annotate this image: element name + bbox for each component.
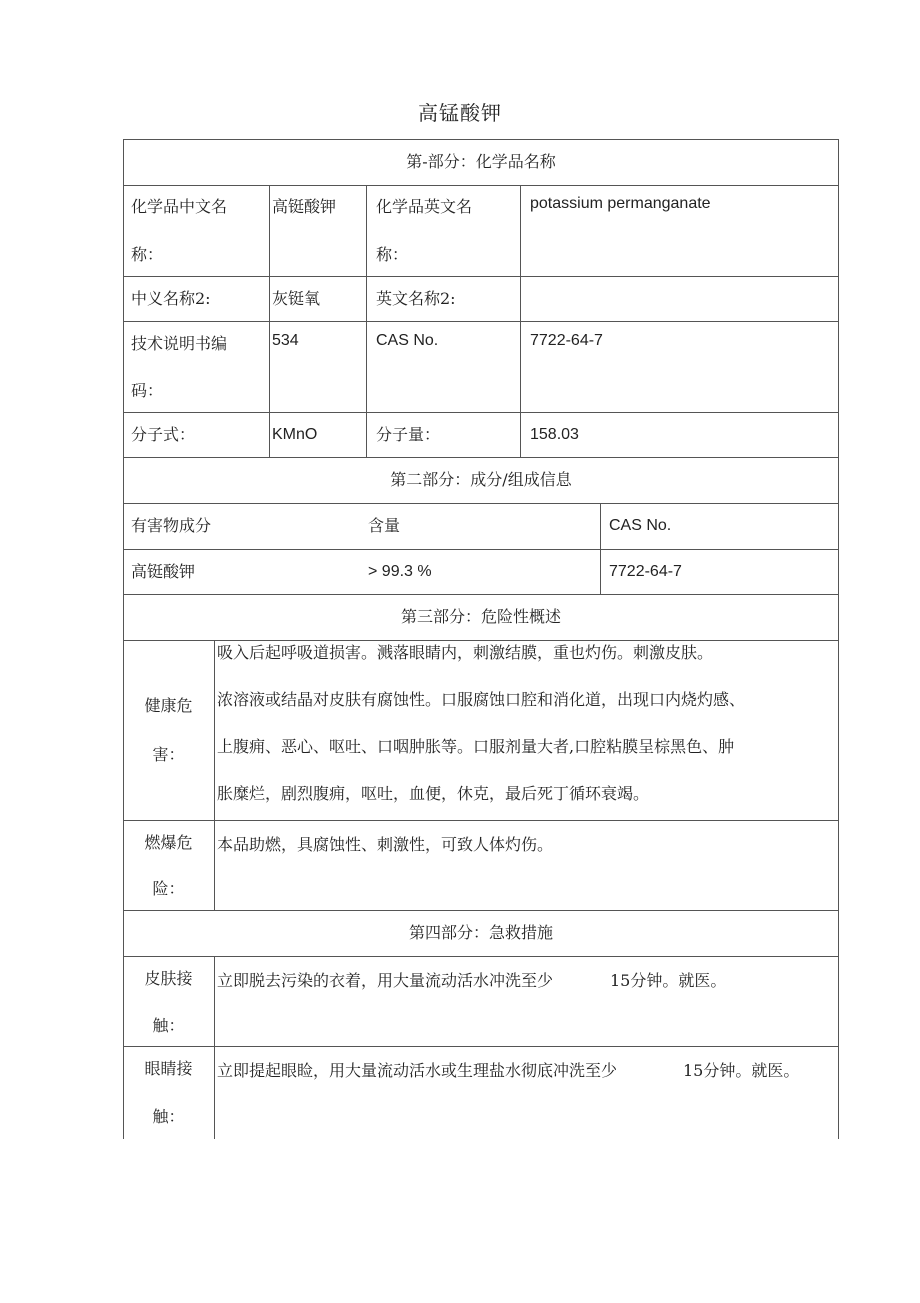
- msds-table: [123, 139, 839, 1139]
- rule: [123, 276, 839, 277]
- rule: [520, 185, 521, 458]
- en-name-label-cont: 称：: [376, 245, 409, 264]
- rule: [123, 185, 839, 186]
- cn-name-value: 高铤酸钾: [272, 197, 337, 216]
- skin-contact-label: 皮肤接: [144, 969, 193, 988]
- rule: [123, 457, 839, 458]
- eye-contact-duration: 15分钟。就医。: [683, 1061, 800, 1080]
- cas-label: CAS No.: [376, 332, 439, 349]
- eye-contact-text: 立即提起眼睑，用大量流动活水或生理盐水彻底冲洗至少: [217, 1061, 618, 1080]
- eye-contact-label-cont: 触：: [152, 1107, 185, 1126]
- en-name-value: potassium permanganate: [530, 195, 711, 212]
- fire-hazard-label: 燃爆危: [144, 833, 193, 852]
- composition-header-cas: CAS No.: [609, 517, 672, 534]
- fire-hazard-label-cont: 险：: [152, 879, 185, 898]
- health-hazard-line: 吸入后起呼吸道损害。溅落眼睛内，刺激结膜，重也灼伤。刺激皮肤。: [217, 643, 714, 662]
- section-header-composition: 第二部分：成分/组成信息: [390, 470, 572, 489]
- composition-component: 高铤酸钾: [131, 562, 196, 581]
- health-hazard-line: 胀糜烂，剧烈腹痈，呕吐，血便，休克，最后死丁循环衰竭。: [217, 784, 650, 803]
- composition-cas: 7722-64-7: [609, 563, 682, 580]
- rule: [214, 640, 215, 910]
- health-hazard-text: [217, 643, 745, 831]
- eye-contact-label: 眼睛接: [144, 1059, 193, 1078]
- tech-code-value: 534: [272, 332, 299, 349]
- weight-label: 分子量：: [376, 425, 441, 444]
- section-header-hazards: 第三部分：危险性概述: [400, 607, 561, 626]
- composition-content: > 99.3 %: [368, 563, 432, 580]
- skin-contact-text: 立即脱去污染的衣着，用大量流动活水冲洗至少: [217, 971, 554, 990]
- rule: [123, 910, 839, 911]
- rule: [123, 549, 839, 550]
- rule: [269, 185, 270, 458]
- rule: [123, 594, 839, 595]
- skin-contact-label-cont: 触：: [152, 1016, 185, 1035]
- health-hazard-line: 上腹痈、恶心、呕吐、口咽肿胀等。口服剂量大者,口腔粘膜呈棕黑色、肿: [217, 737, 735, 756]
- composition-header-component: 有害物成分: [131, 516, 212, 535]
- skin-contact-duration: 15分钟。就医。: [610, 971, 727, 990]
- composition-header-content: 含量: [368, 516, 401, 535]
- rule: [366, 185, 367, 458]
- weight-value: 158.03: [530, 426, 579, 443]
- rule: [123, 640, 839, 641]
- cn-name-label: 化学品中文名: [131, 197, 228, 216]
- rule: [123, 1046, 839, 1047]
- document-title: 高锰酸钾: [418, 101, 502, 125]
- cn-name-label-cont: 称：: [131, 245, 164, 264]
- rule: [123, 503, 839, 504]
- formula-value: KMnO: [272, 426, 318, 443]
- tech-code-label: 技术说明书编: [131, 334, 228, 353]
- rule: [123, 139, 839, 140]
- rule: [123, 321, 839, 322]
- alias-en-label: 英文名称2:: [376, 289, 456, 308]
- rule: [214, 956, 215, 1139]
- alias-cn-value: 灰铤氧: [272, 289, 321, 308]
- rule: [600, 503, 601, 594]
- rule: [123, 412, 839, 413]
- tech-code-label-cont: 码：: [131, 381, 164, 400]
- en-name-label: 化学品英文名: [376, 197, 473, 216]
- fire-hazard-text: 本品助燃，具腐蚀性、刺激性，可致人体灼伤。: [217, 835, 554, 854]
- health-hazard-label-cont: 害：: [152, 745, 185, 764]
- health-hazard-line: 浓溶液或结晶对皮肤有腐蚀性。口服腐蚀口腔和消化道，出现口内烧灼感、: [217, 690, 746, 709]
- rule: [838, 139, 839, 1139]
- rule: [123, 956, 839, 957]
- section-header-identification: 第-部分：化学品名称: [406, 152, 556, 171]
- health-hazard-label: 健康危: [144, 696, 193, 715]
- section-header-first-aid: 第四部分：急救措施: [408, 923, 553, 942]
- cas-value: 7722-64-7: [530, 332, 603, 349]
- formula-label: 分子式：: [131, 425, 196, 444]
- rule: [123, 139, 124, 1139]
- alias-cn-label: 中义名称2:: [131, 289, 211, 308]
